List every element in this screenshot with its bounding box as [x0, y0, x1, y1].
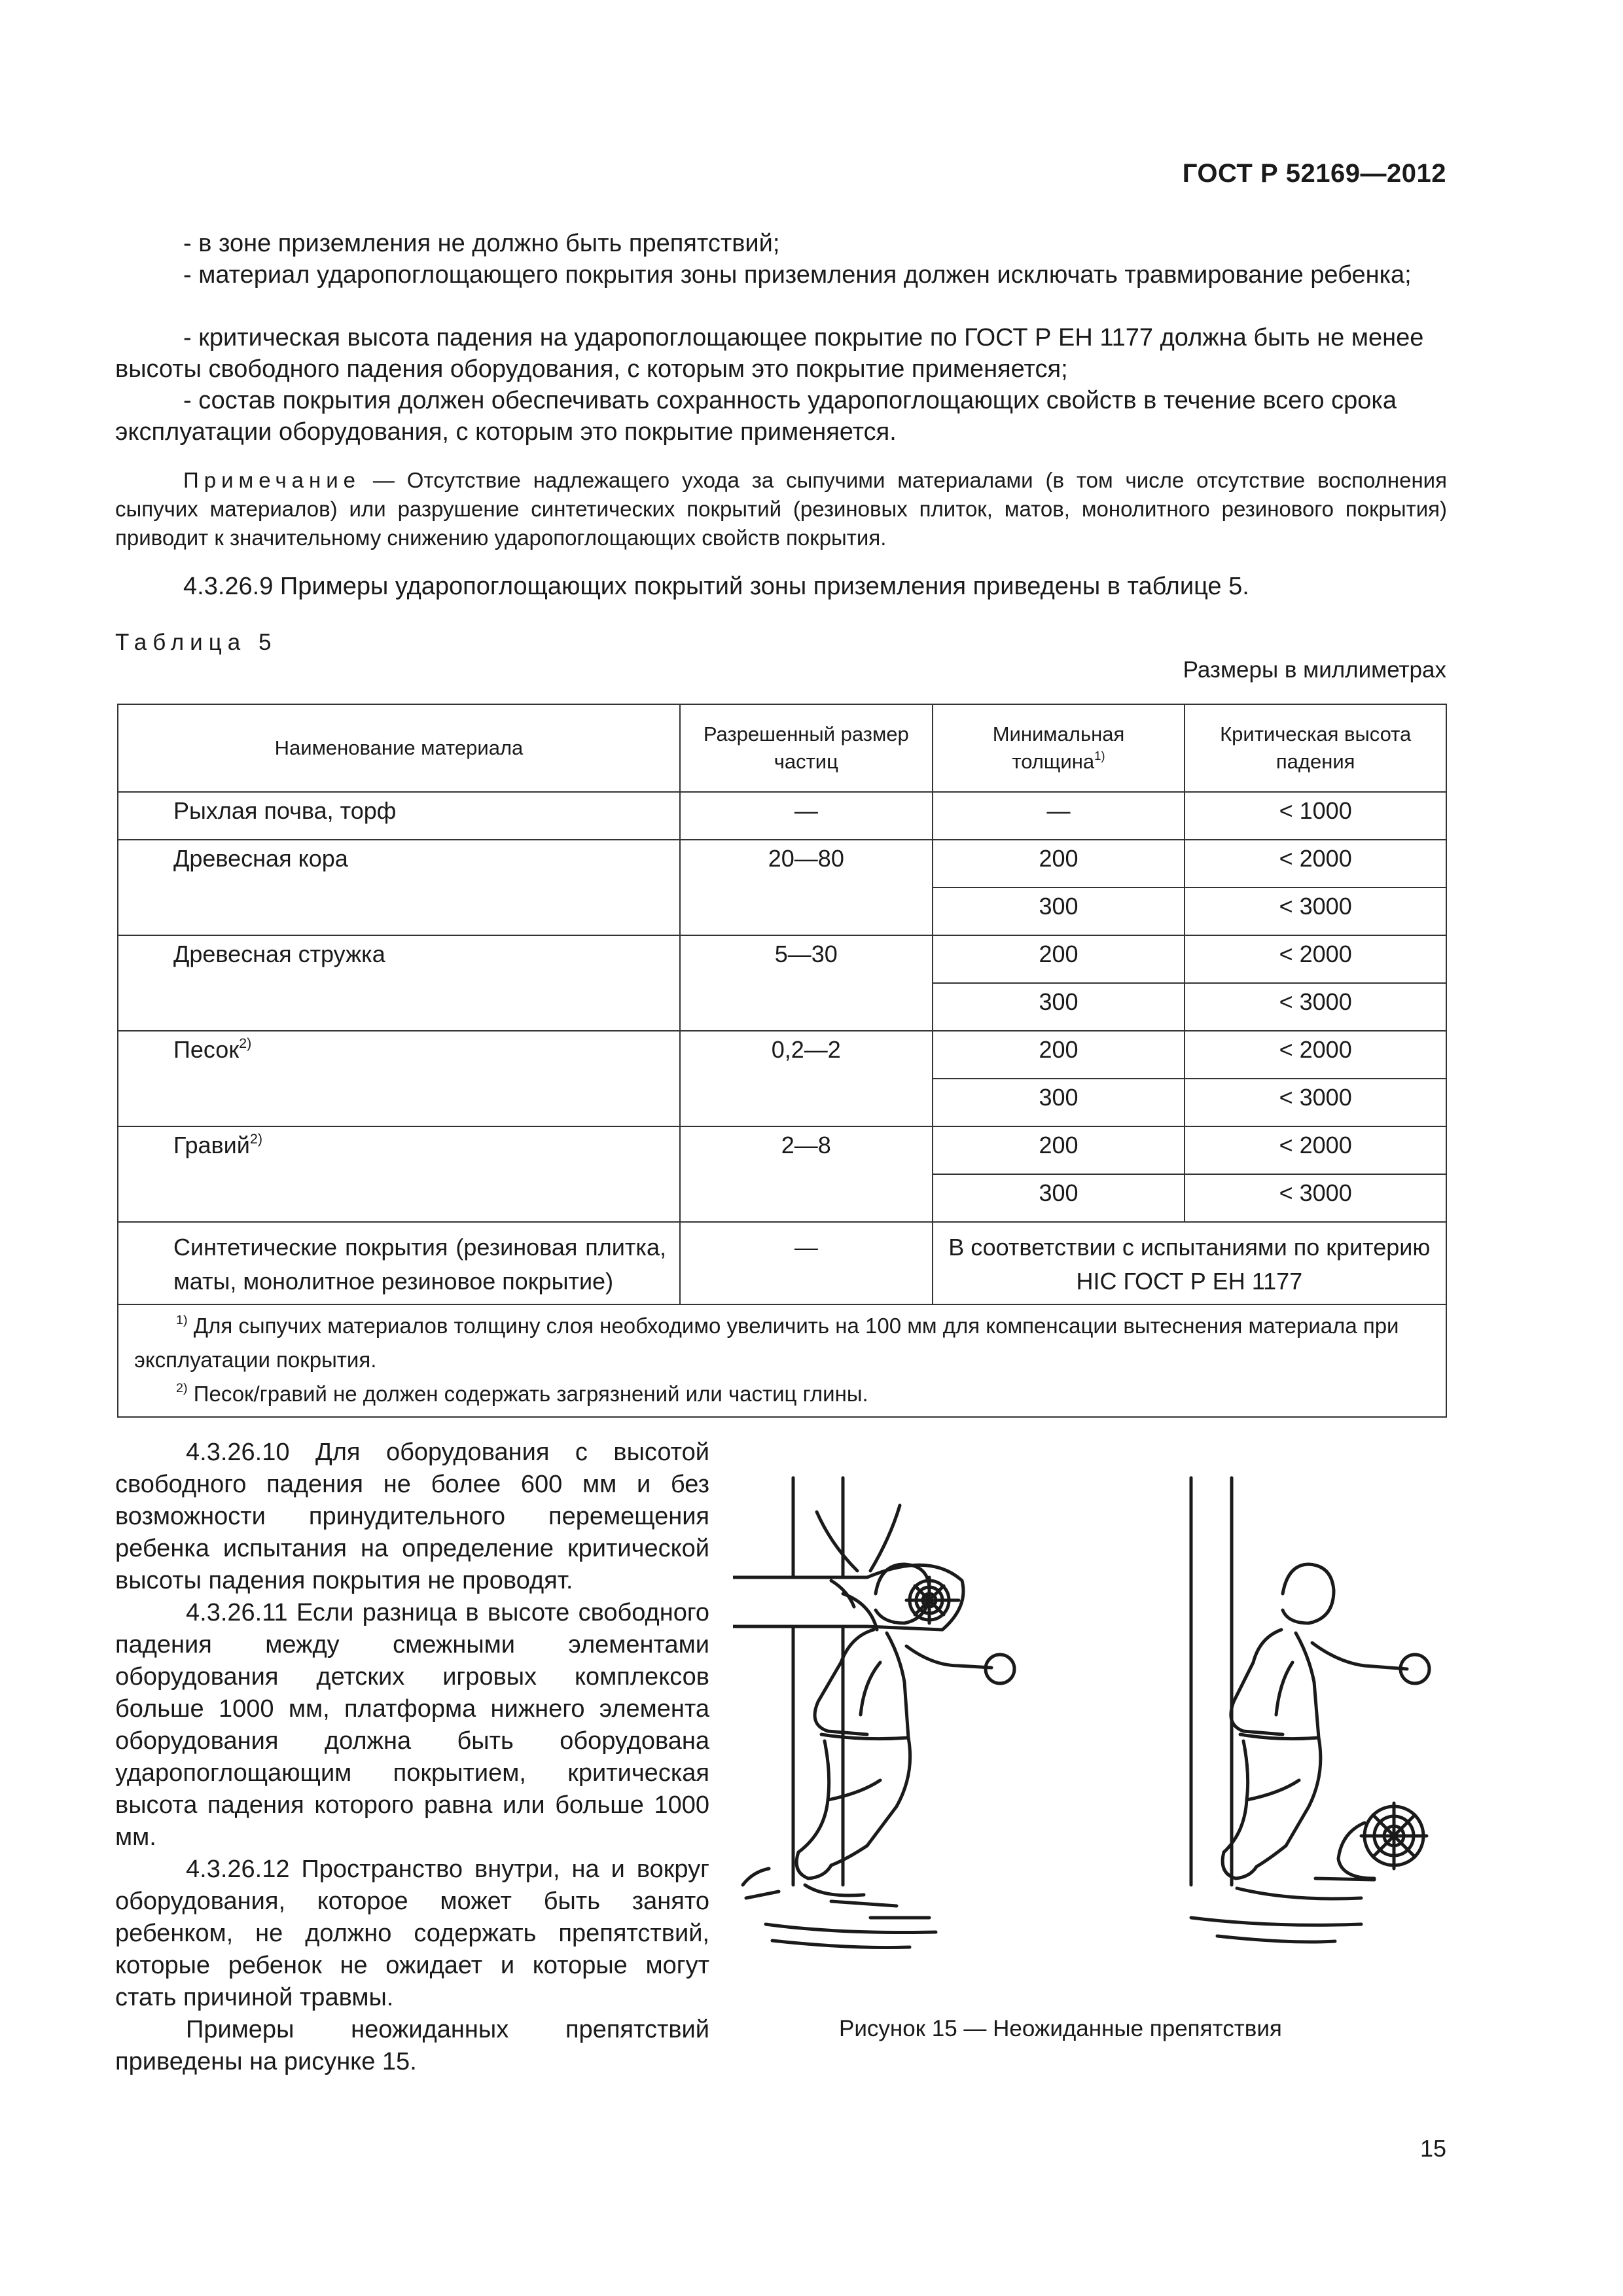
note — [115, 466, 1447, 552]
cell-height: < 2000 — [1185, 935, 1446, 983]
cell-synthetic-value: В соответствии с испытаниями по критерию HIC ГОСТ Р ЕН 1177 — [933, 1222, 1446, 1304]
cell-material: Рыхлая почва, торф — [118, 792, 680, 840]
footnote: $^{1)}$ Для сыпучих материалов толщину слоя необходимо увеличить на 100 мм для компенсации вытеснения материала при эксплуатации покрытия. — [134, 1313, 1399, 1372]
cell-thickness: 300 — [933, 983, 1185, 1031]
paragraph: 4.3.26.10 Для оборудования с высотой свободного падения не более 600 мм и без возможности принудительного перемещения ребенка испытания на определение критической высоты падения покрытия не проводят. — [115, 1439, 709, 1594]
figure-caption: Рисунок 15 — Неожиданные препятствия — [839, 2016, 1282, 2041]
cell-thickness: 300 — [933, 1174, 1185, 1222]
cell-height: < 2000 — [1185, 1031, 1446, 1079]
table-row — [118, 1126, 1446, 1174]
cell-height: < 1000 — [1185, 792, 1446, 840]
header-particle-size: Разрешенный размер частиц — [680, 704, 933, 792]
footnote-mark: 2) — [249, 1130, 263, 1147]
cell-thickness: — — [933, 792, 1185, 840]
footnote: $^{2)}$ Песок/гравий не должен содержать загрязнений или частиц глины. — [176, 1381, 868, 1406]
footnote-mark: 2) — [239, 1034, 252, 1051]
paragraph: 4.3.26.12 Пространство внутри, на и вокруг оборудования, которое может быть занято ребенком, не должно содержать препятствий, которые ребенок не ожидает и которые могут стать причиной травмы. — [115, 1856, 709, 2011]
cell-thickness: 200 — [933, 1031, 1185, 1079]
bullet-item: - критическая высота падения на ударопоглощающее покрытие по ГОСТ Р ЕН 1177 должна быть не менее высоты свободного падения оборудования, с которым это покрытие применяется; — [115, 324, 1424, 383]
cell-thickness: 300 — [933, 888, 1185, 935]
bullet-item: - состав покрытия должен обеспечивать сохранность ударопоглощающих свойств в течение всего срока эксплуатации оборудования, с которым это покрытие применяется. — [115, 387, 1397, 446]
cell-size: — — [680, 792, 933, 840]
footnote-mark: 1) — [1094, 748, 1105, 762]
cell-material: Гравий$^{2)}$ — [118, 1126, 680, 1222]
cell-size: 0,2—2 — [680, 1031, 933, 1126]
bullet-item: - в зоне приземления не должно быть препятствий; — [183, 230, 780, 257]
cell-size: 2—8 — [680, 1126, 933, 1222]
cell-thickness: 200 — [933, 840, 1185, 888]
note-label: Примечание — [183, 468, 361, 492]
bullet-item: - материал ударопоглощающего покрытия зоны приземления должен исключать травмирование ребенка; — [183, 261, 1412, 289]
table-footnotes — [118, 1304, 1446, 1417]
cell-height: < 3000 — [1185, 888, 1446, 935]
paragraph: 4.3.26.11 Если разница в высоте свободного падения между смежными элементами оборудования детских игровых комплексов больше 1000 мм, платформа нижнего элемента оборудования должна быть оборудована ударопоглощающим покрытием, критическая высота падения которого равна или больше 1000 мм. — [115, 1599, 709, 1851]
cell-thickness: 200 — [933, 935, 1185, 983]
table-row — [118, 792, 1446, 840]
document-code: ГОСТ Р 52169—2012 — [1182, 159, 1446, 188]
text-column — [115, 1437, 709, 2078]
header-min-thickness: Минимальная толщина$^{1)}$ — [933, 704, 1185, 792]
figure-15-illustration — [733, 1466, 1446, 1983]
table-row — [118, 1222, 1446, 1304]
page-number: 15 — [1419, 2135, 1446, 2162]
cell-material: Синтетические покрытия (резиновая плитка, маты, монолитное резиновое покрытие) — [118, 1222, 680, 1304]
cell-height: < 3000 — [1185, 983, 1446, 1031]
cell-thickness: 200 — [933, 1126, 1185, 1174]
note-text: — Отсутствие надлежащего ухода за сыпучими материалами (в том числе отсутствие восполнения сыпучих материалов) или разрушение синтетических покрытий (резиновых плиток, матов, монолитного резинового покрытия) приводит к значительному снижению ударопоглощающих свойств покрытия. — [115, 468, 1447, 550]
table-header-row — [118, 704, 1446, 792]
right-scene — [1191, 1478, 1429, 1942]
cell-material: Древесная стружка — [118, 935, 680, 1031]
cell-size: 5—30 — [680, 935, 933, 1031]
table-units: Размеры в миллиметрах — [1183, 657, 1446, 683]
cell-height: < 2000 — [1185, 840, 1446, 888]
cell-material: Древесная кора — [118, 840, 680, 935]
cell-height: < 3000 — [1185, 1079, 1446, 1126]
paragraph: Примеры неожиданных препятствий приведены на рисунке 15. — [115, 2016, 709, 2075]
cell-height: < 2000 — [1185, 1126, 1446, 1174]
cell-thickness: 300 — [933, 1079, 1185, 1126]
table-row — [118, 840, 1446, 888]
cell-material: Песок$^{2)}$ — [118, 1031, 680, 1126]
paragraph-4-3-26-9: 4.3.26.9 Примеры ударопоглощающих покрытий зоны приземления приведены в таблице 5. — [183, 573, 1249, 600]
table-footnotes-row — [118, 1304, 1446, 1417]
surfaces-table — [117, 704, 1447, 1418]
table-row — [118, 935, 1446, 983]
header-material: Наименование материала — [118, 704, 680, 792]
table-caption: Таблица 5 — [115, 630, 277, 655]
header-critical-height: Критическая высота падения — [1185, 704, 1446, 792]
cell-size: 20—80 — [680, 840, 933, 935]
cell-size: — — [680, 1222, 933, 1304]
cell-height: < 3000 — [1185, 1174, 1446, 1222]
left-scene — [733, 1478, 1014, 1948]
table-row — [118, 1031, 1446, 1079]
